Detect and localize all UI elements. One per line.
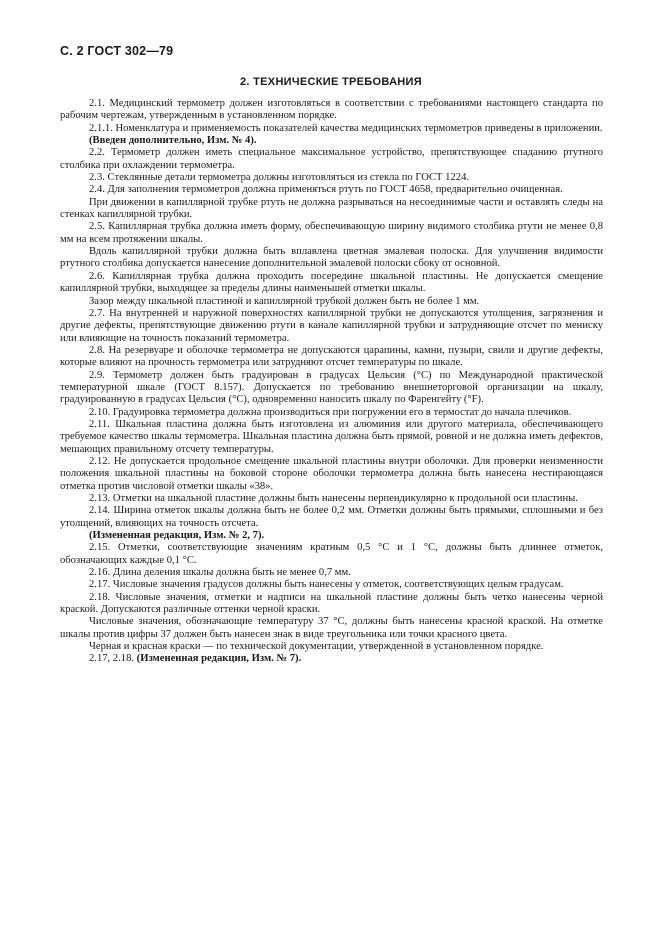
amendment-note: (Измененная редакция, Изм. № 7). xyxy=(136,653,302,665)
paragraph: 2.16. Длина деления шкалы должна быть не менее 0,7 мм. xyxy=(89,567,351,579)
section-title: 2. ТЕХНИЧЕСКИЕ ТРЕБОВАНИЯ xyxy=(240,76,422,88)
paragraph: 2.1. Медицинский термометр должен изготовляться в соответствии с требованиями настоящего стандарта по рабочим чертежам, утвержденным в установленном порядке. xyxy=(60,98,603,122)
page-header: С. 2 ГОСТ 302—79 xyxy=(60,44,174,58)
paragraph: 2.11. Шкальная пластина должна быть изготовлена из алюминия или другого материала, обеспечивающего требуемое качество шкалы термометра. Шкальная пластина должна быть прямой, ровной и не должна иметь дефектов, мешающих правильному отсчету температуры. xyxy=(60,418,603,455)
amendment-note: (Введен дополнительно, Изм. № 4). xyxy=(89,135,257,147)
paragraph: Вдоль капиллярной трубки должна быть вплавлена цветная эмалевая полоска. Для улучшения видимости ртутного столбика допускается нанесение дополнительной эмалевой полоски сбоку от основной. xyxy=(60,246,603,270)
paragraph: 2.10. Градуировка термометра должна производиться при погружении его в термостат до начала плечиков. xyxy=(89,406,572,418)
paragraph: При движении в капиллярной трубке ртуть не должна разрываться на несоединимые части и оставлять следы на стенках капиллярной трубки. xyxy=(60,196,603,221)
paragraph: 2.17. Числовые значения градусов должны быть нанесены у отметок, соответствующих целым градусам. xyxy=(89,579,564,591)
paragraph: 2.13. Отметки на шкальной пластине должны быть нанесены перпендикулярно к продольной оси пластины. xyxy=(89,493,578,504)
paragraph: 2.4. Для заполнения термометров должна применяться ртуть по ГОСТ 4658, предварительно очищенная. xyxy=(89,184,563,196)
document-body xyxy=(60,98,603,666)
paragraph: Числовые значения, обозначающие температуру 37 °С, должны быть нанесены красной краской. На отметке шкалы против цифры 37 должен быть нанесен знак в виде треугольника или точки красного цвета. xyxy=(60,616,603,640)
paragraph xyxy=(60,653,603,665)
amendment-note: (Измененная редакция, Изм. № 2, 7). xyxy=(89,530,265,542)
paragraph: 2.14. Ширина отметок шкалы должна быть не более 0,2 мм. Отметки должны быть прямыми, сплошными и без утолщений, влияющих на точность отсчета. xyxy=(60,505,603,529)
paragraph: Зазор между шкальной пластиной и капиллярной трубкой должен быть не более 1 мм. xyxy=(89,295,480,307)
paragraph: 2.5. Капиллярная трубка должна иметь форму, обеспечивающую ширину видимого столбика ртути не менее 0,8 мм на всем протяжении шкалы. xyxy=(60,221,603,245)
paragraph-lead: 2.17, 2.18. xyxy=(89,653,137,665)
paragraph: 2.7. На внутренней и наружной поверхностях капиллярной трубки не допускаются утолщения, загрязнения и другие дефекты, препятствующие движению ртути в канале капиллярной трубки и затрудняющие отсчет по мениску или влияющие на точность показаний термометра. xyxy=(60,307,603,344)
paragraph: 2.3. Стеклянные детали термометра должны изготовляться из стекла по ГОСТ 1224. xyxy=(89,172,470,184)
paragraph: 2.15. Отметки, соответствующие значениям кратным 0,5 °С и 1 °С, должны быть длиннее отметок, обозначающих каждые 0,1 °С. xyxy=(60,542,603,566)
paragraph: 2.18. Числовые значения, отметки и надписи на шкальной пластине должны быть четко нанесены черной краской. Допускаются различные оттенки черной краски. xyxy=(60,591,603,616)
paragraph: 2.6. Капиллярная трубка должна проходить посередине шкальной пластины. Не допускается смещение капиллярной трубки, выходящее за пределы длины наименьшей отметки шкалы. xyxy=(60,270,603,295)
paragraph: 2.2. Термометр должен иметь специальное максимальное устройство, препятствующее спаданию ртутного столбика при охлаждении термометра. xyxy=(60,147,603,171)
paragraph: 2.8. На резервуаре и оболочке термометра не допускаются царапины, камни, пузыри, свили и другие дефекты, которые влияют на прочность термометра или затрудняют отсчет температуры по шкале. xyxy=(60,344,603,369)
paragraph: 2.12. Не допускается продольное смещение шкальной пластины внутри оболочки. Для проверки неизменности положения шкальной пластины на боковой стороне оболочки термометра должна быть нанесена нестирающаяся отметка против числовой отметки шкалы «38». xyxy=(60,455,603,492)
paragraph: 2.1.1. Номенклатура и применяемость показателей качества медицинских термометров приведены в приложении. xyxy=(89,122,603,134)
paragraph: 2.9. Термометр должен быть градуирован в градусах Цельсия (°С) по Международной практической температурной шкале (ГОСТ 8.157). Допускается по требованию внешнеторговой организации на шкалу, градуированную в градусах Цельсия (°С), одновременно наносить шкалу по Фаренгейту (°F). xyxy=(60,369,603,406)
paragraph: Черная и красная краски — по технической документации, утвержденной в установленном порядке. xyxy=(89,641,544,653)
